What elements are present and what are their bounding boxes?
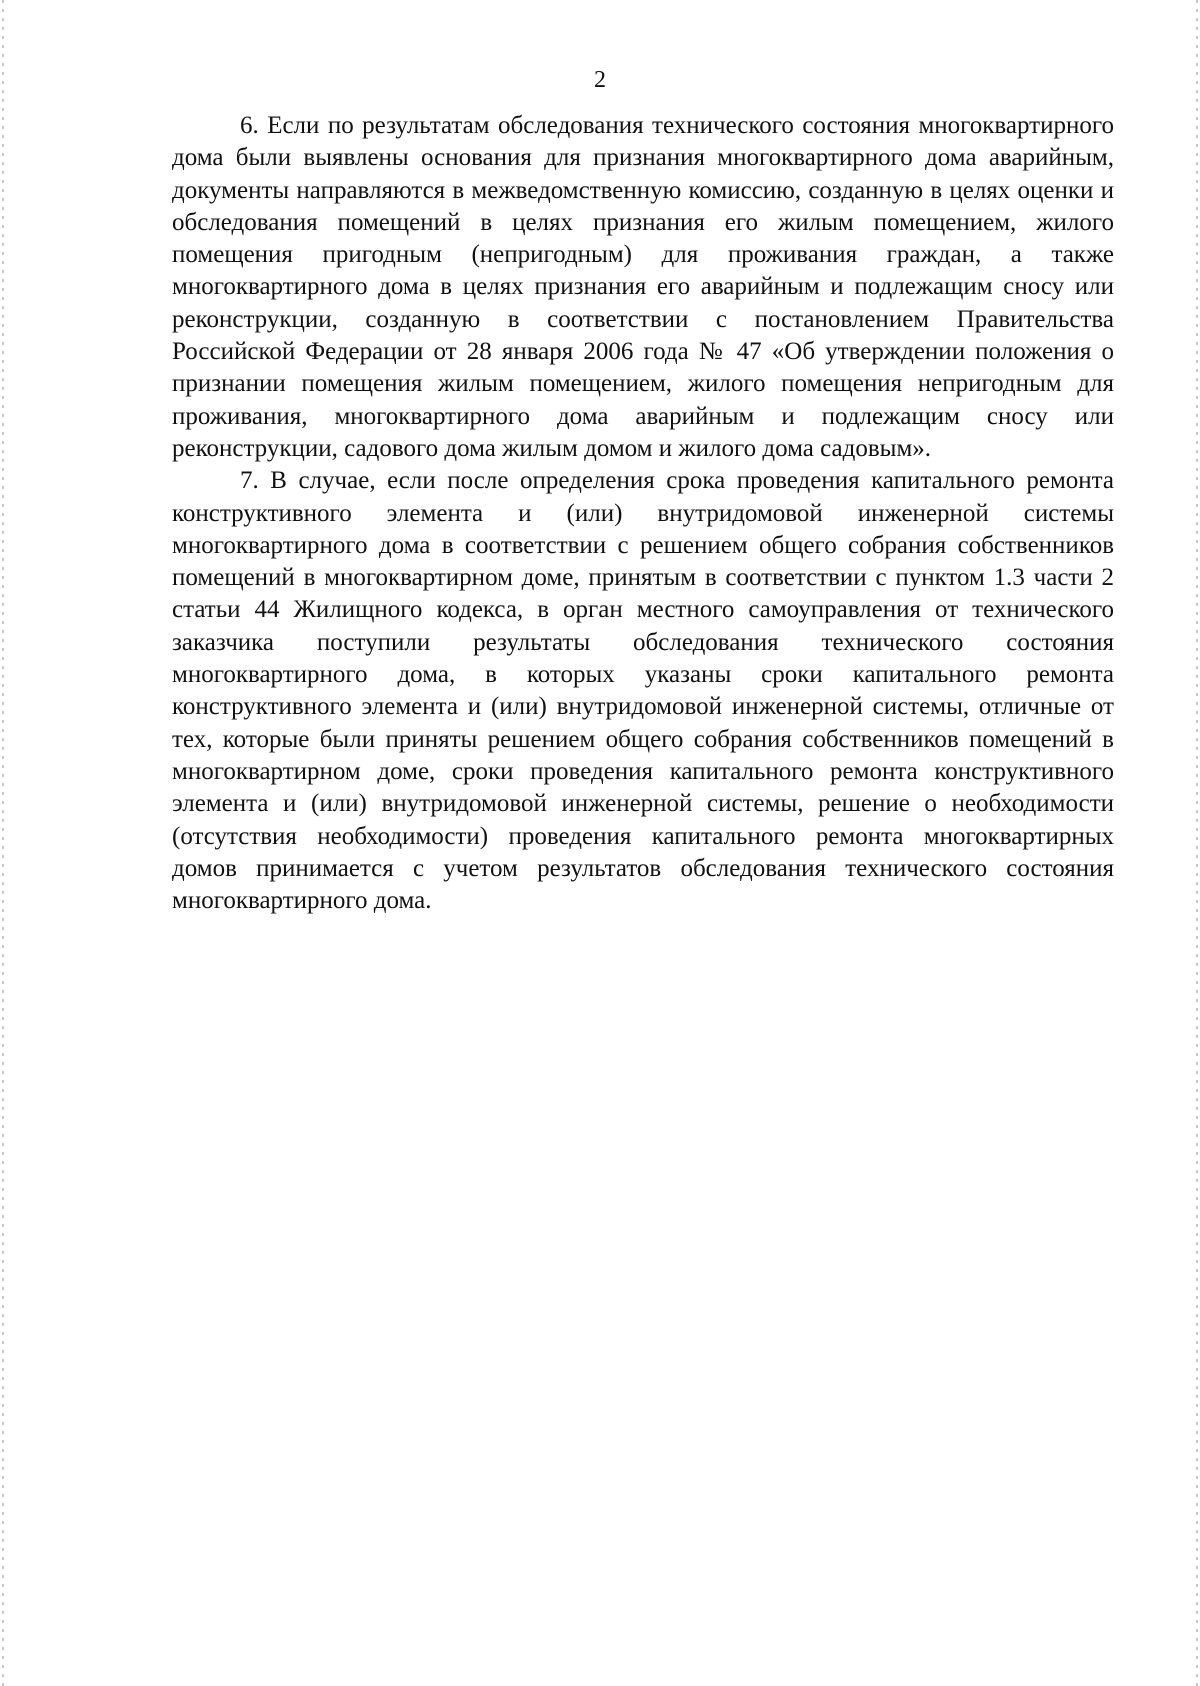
paragraph-7-number: 7. (240, 467, 259, 495)
document-body (172, 110, 1114, 917)
paragraph-6-text: Если по результатам обследования технического состояния многоквартирного дома были выявлены основания для признания многоквартирного дома аварийным, документы направляются в межведомственную комиссию, созданную в целях оценки и обследования помещений в целях признания его жилым помещением, жилого помещения пригодным (непригодным) для проживания граждан, а также многоквартирного дома в целях признания его аварийным и подлежащим сносу или реконструкции, созданную в соответствии с постановлением Правительства Российской Федерации от 28 января 2006 года № 47 «Об утверждении положения о признании помещения жилым помещением, жилого помещения непригодным для проживания, многоквартирного дома аварийным и подлежащим сносу или реконструкции, садового дома жилым домом и жилого дома садовым». (172, 112, 1114, 462)
scan-edge-right (1196, 0, 1198, 1686)
paragraph-6 (172, 110, 1114, 465)
paragraph-7-text: В случае, если после определения срока проведения капитального ремонта конструктивного элемента и (или) внутридомовой инженерной системы многоквартирного дома в соответствии с решением общего собрания собственников помещений в многоквартирном доме, принятым в соответствии с пунктом 1.3 части 2 статьи 44 Жилищного кодекса, в орган местного самоуправления от технического заказчика поступили результаты обследования технического состояния многоквартирного дома, в которых указаны сроки капитального ремонта конструктивного элемента и (или) внутридомовой инженерной системы, отличные от тех, которые были приняты решением общего собрания собственников помещений в многоквартирном доме, сроки проведения капитального ремонта конструктивного элемента и (или) внутридомовой инженерной системы, решение о необходимости (отсутствия необходимости) проведения капитального ремонта многоквартирных домов принимается с учетом результатов обследования технического состояния многоквартирного дома. (172, 467, 1115, 915)
scan-edge-left (2, 0, 4, 1686)
paragraph-7 (172, 465, 1114, 917)
page-number: 2 (594, 67, 606, 93)
paragraph-6-number: 6. (240, 112, 259, 139)
